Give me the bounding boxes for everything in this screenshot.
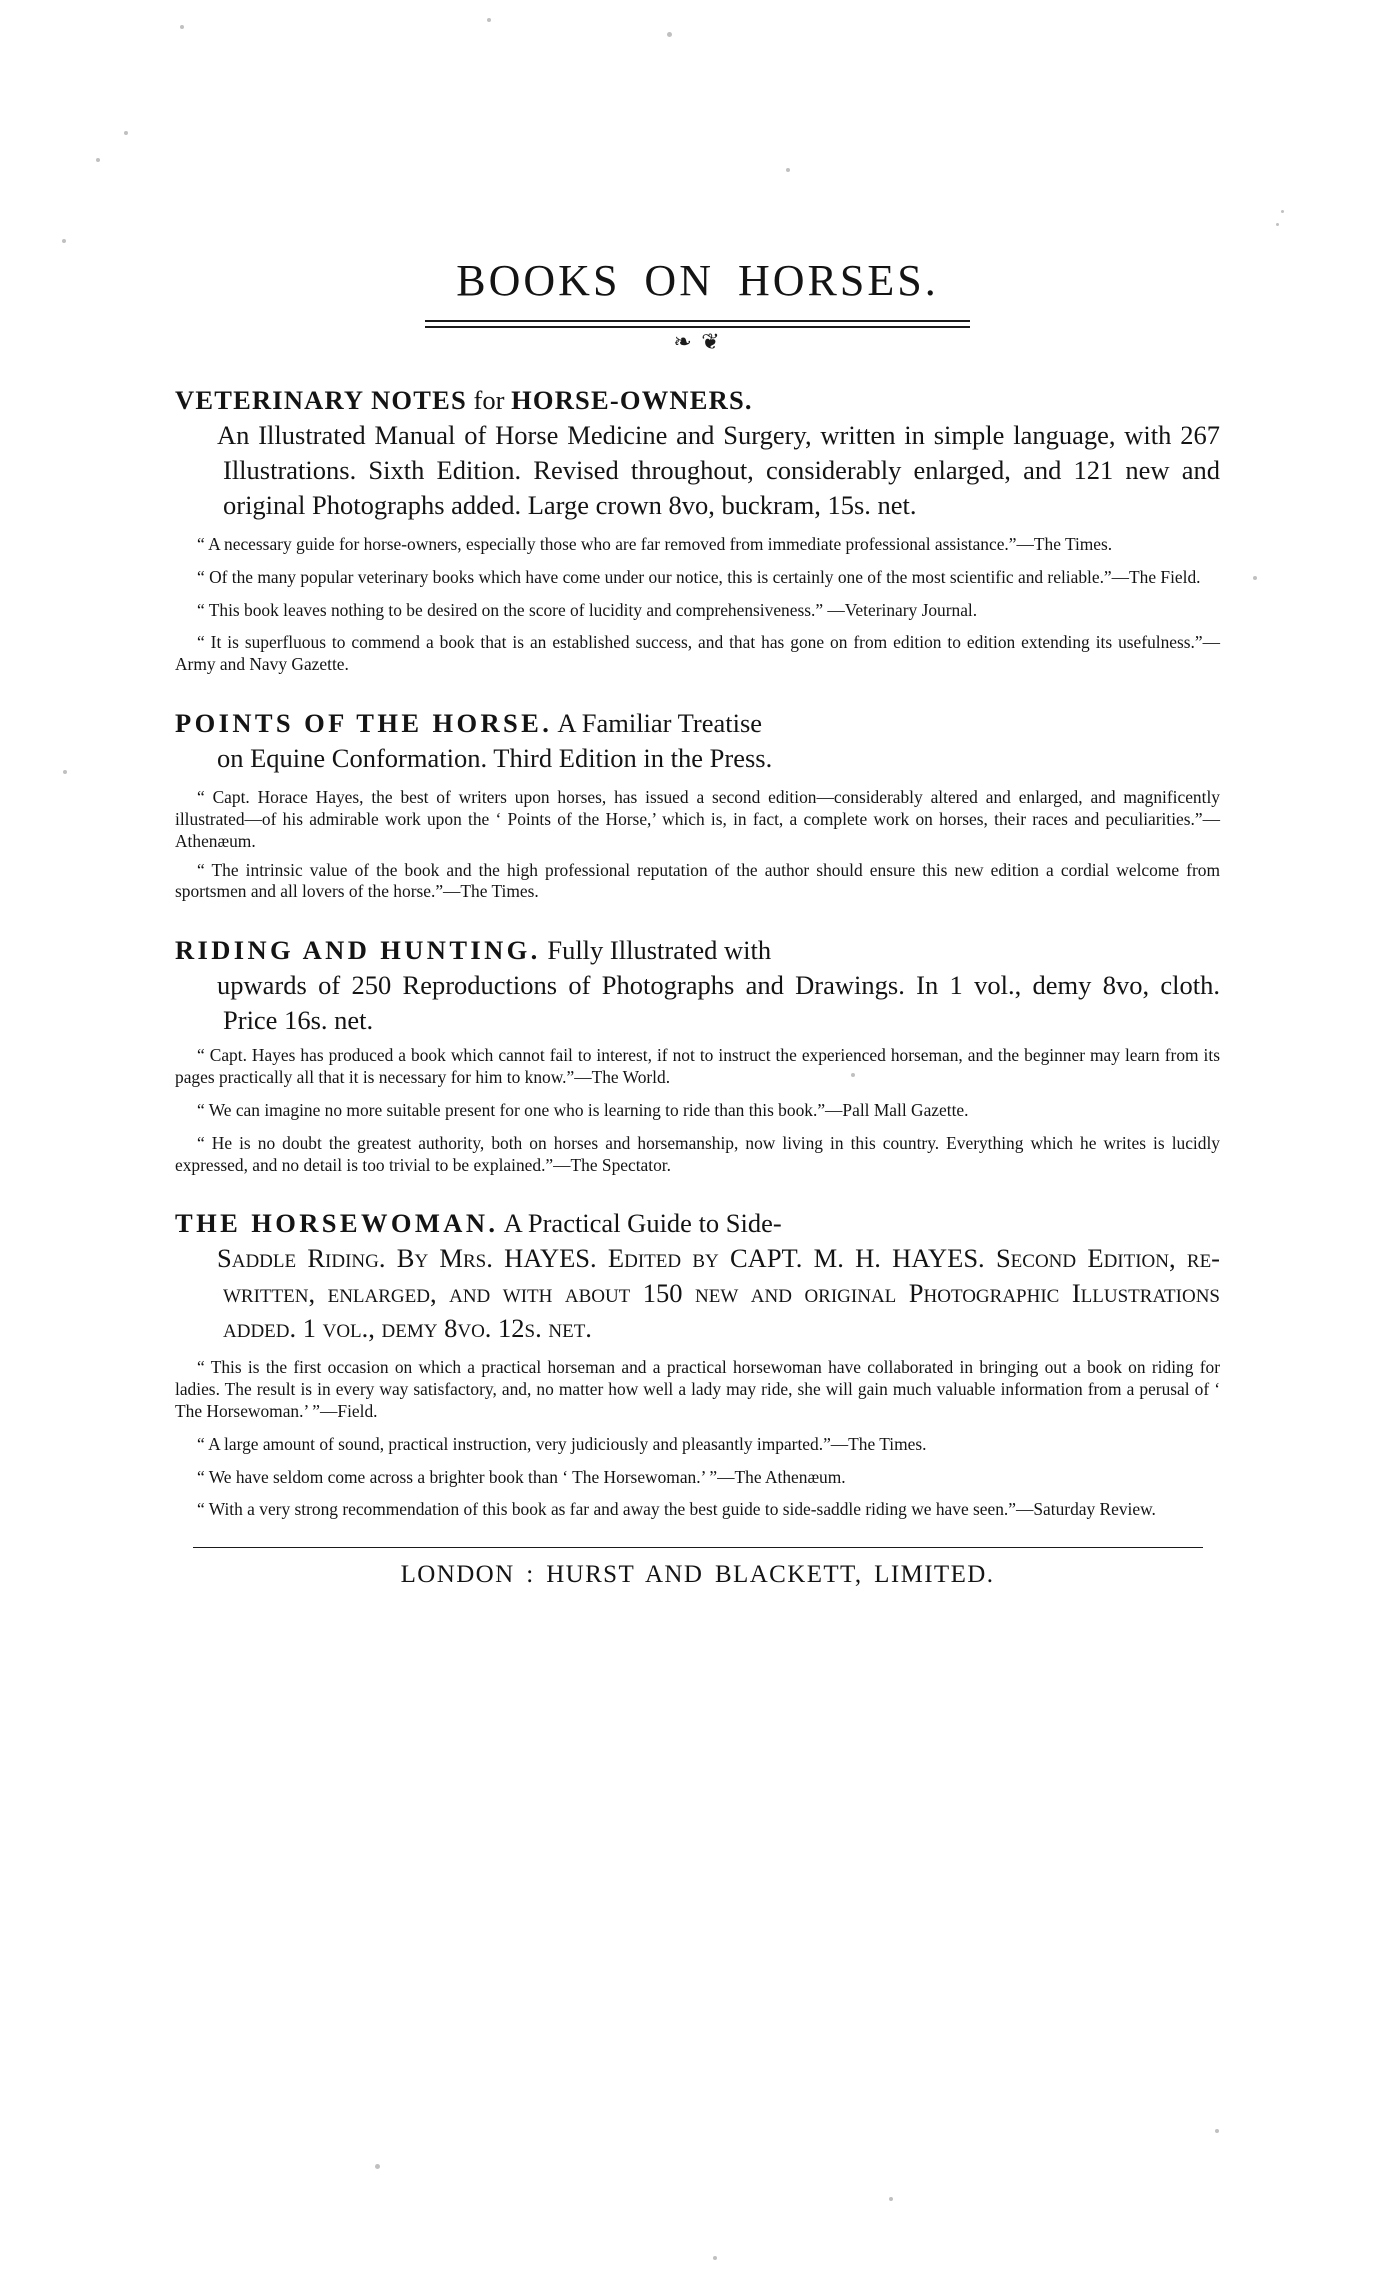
book-entry xyxy=(175,383,1220,676)
book-review-quote: “ The intrinsic value of the book and the high professional reputation of the author should ensure this new edition a cordial welcome from sportsmen and all lovers of the horse.”—The Times. xyxy=(175,859,1220,902)
title-divider xyxy=(425,320,970,328)
scan-speck xyxy=(124,131,128,135)
book-review-quote: “ Capt. Horace Hayes, the best of writers upon horses, has issued a second edition—considerably altered and enlarged, and magnificently illustrated—of his admirable work upon the ‘ Points of the Horse,’ which is, in fact, a complete work on horses, their races and peculiarities.”—Athenæum. xyxy=(175,787,1220,851)
book-review-quote: “ He is no doubt the greatest authority, both on horses and horsemanship, now living in this country. Everything which he writes is lucidly expressed, and no detail is too trivial to be explained.”—The Spectator. xyxy=(175,1132,1220,1175)
book-review-quote: “ This is the first occasion on which a practical horseman and a practical horsewoman have collaborated in bringing out a book on riding for ladies. The result is in every way satisfactory, and, no matter how well a lady may ride, she will gain much valuable information from a perusal of ‘ The Horsewoman.’ ”—Field. xyxy=(175,1357,1220,1421)
scan-speck xyxy=(62,239,66,243)
book-review-quote: “ It is superfluous to commend a book that is an established success, and that has gone on from edition to edition extending its usefulness.”—Army and Navy Gazette. xyxy=(175,632,1220,675)
book-heading xyxy=(175,1206,1220,1346)
book-description: An Illustrated Manual of Horse Medicine and Surgery, written in simple language, with 267 Illustrations. Sixth Edition. Revised throughout, considerably enlarged, and 121 new and original Photographs added. Large crown 8vo, buckram, 15s. net. xyxy=(217,419,1220,520)
footer-divider xyxy=(193,1547,1203,1548)
book-title: POINTS OF THE HORSE. xyxy=(175,708,553,739)
book-review-quote: “ A necessary guide for horse-owners, especially those who are far removed from immediate professional assistance.”—The Times. xyxy=(197,533,1113,554)
page-title: BOOKS ON HORSES. xyxy=(456,256,939,305)
scan-speck xyxy=(1253,576,1257,580)
scan-speck xyxy=(889,2197,893,2201)
book-title: RIDING AND HUNTING. xyxy=(175,935,541,966)
book-heading xyxy=(175,706,1220,776)
scan-speck xyxy=(1281,210,1284,213)
book-review-quote: “ This book leaves nothing to be desired on the score of lucidity and comprehensiveness.” —Veterinary Journal. xyxy=(197,599,978,620)
book-entry xyxy=(175,1206,1220,1521)
book-description: Saddle Riding. By Mrs. HAYES. Edited by CAPT. M. H. HAYES. Second Edition, re-written, enlarged, and with about 150 new and original Photographic Illustrations added. 1 vol., demy 8vo. 12s. net. xyxy=(217,1243,1220,1344)
scan-speck xyxy=(786,168,790,172)
book-heading xyxy=(175,933,1220,1038)
book-title: VETERINARY NOTES xyxy=(175,385,467,415)
scan-speck xyxy=(375,2164,380,2169)
book-review-quote: “ Of the many popular veterinary books which have come under our notice, this is certainly one of the most scientific and reliable.”—The Field. xyxy=(197,566,1201,587)
book-title-secondary: A Familiar Treatise xyxy=(557,708,763,739)
book-description: upwards of 250 Reproductions of Photographs and Drawings. In 1 vol., demy 8vo, cloth. Price 16s. net. xyxy=(217,970,1220,1036)
scan-speck xyxy=(180,25,184,29)
book-title-secondary: A Practical Guide to Side- xyxy=(503,1208,782,1239)
scan-speck xyxy=(1276,223,1279,226)
book-title-connector: for xyxy=(466,385,512,415)
page-body xyxy=(175,255,1220,1589)
book-title: THE HORSEWOMAN. xyxy=(175,1208,499,1239)
scan-speck xyxy=(63,770,67,774)
book-review-quote: “ We can imagine no more suitable present for one who is learning to ride than this book.”—Pall Mall Gazette. xyxy=(197,1099,969,1120)
masthead xyxy=(175,255,1220,353)
scan-speck xyxy=(713,2256,717,2260)
book-title-secondary: HORSE-OWNERS. xyxy=(511,385,753,415)
scan-speck xyxy=(1215,2129,1219,2133)
book-review-quote: “ Capt. Hayes has produced a book which cannot fail to interest, if not to instruct the experienced horseman, and the beginner may learn from its pages practically all that it is necessary for him to know.”—The World. xyxy=(175,1045,1220,1087)
publisher-imprint: LONDON : HURST AND BLACKETT, LIMITED. xyxy=(400,1561,995,1589)
book-review-quote: “ A large amount of sound, practical instruction, very judiciously and pleasantly imparted.”—The Times. xyxy=(197,1433,927,1454)
book-review-quote: “ With a very strong recommendation of this book as far and away the best guide to side-saddle riding we have seen.”—Saturday Review. xyxy=(197,1499,1156,1520)
scan-speck xyxy=(667,32,672,37)
scan-speck xyxy=(96,158,100,162)
book-heading xyxy=(175,383,1220,523)
book-review-quote: “ We have seldom come across a brighter book than ‘ The Horsewoman.’ ”—The Athenæum. xyxy=(197,1466,846,1487)
scan-speck xyxy=(487,18,491,22)
book-title-secondary: Fully Illustrated with xyxy=(547,935,772,966)
ornament-flourish: ❧ ❦ xyxy=(673,329,722,354)
book-description: on Equine Conformation. Third Edition in the Press. xyxy=(217,743,773,774)
book-entry xyxy=(175,706,1220,903)
book-entry xyxy=(175,933,1220,1176)
